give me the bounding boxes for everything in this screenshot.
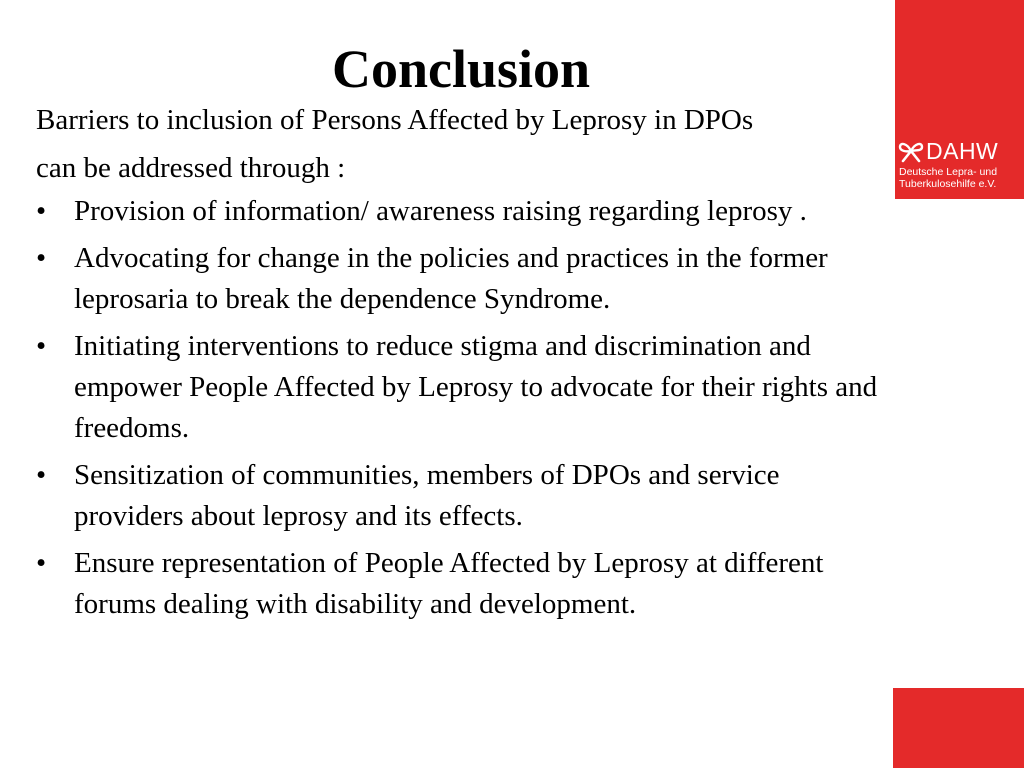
logo-subtitle-line-1: Deutsche Lepra- und — [899, 166, 998, 178]
bullet-marker: • — [36, 195, 47, 227]
bullet-text: Ensure representation of People Affected by Leprosy at different forums dealing with disability and development. — [74, 547, 824, 620]
bullet-list — [36, 191, 896, 625]
bullet-marker: • — [36, 330, 47, 362]
bullet-text: Sensitization of communities, members of DPOs and service providers about leprosy and its effects. — [74, 459, 780, 532]
logo-subtitle-line-2: Tuberkulosehilfe e.V. — [899, 178, 997, 190]
intro-line-1: Barriers to inclusion of Persons Affected by Leprosy in DPOs — [36, 104, 754, 136]
intro-line-2: can be addressed through : — [36, 152, 346, 184]
bullet-marker: • — [36, 459, 47, 491]
bullet-item — [36, 238, 896, 320]
logo-row — [897, 138, 1021, 164]
brand-panel-bottom — [893, 688, 1024, 768]
slide-body — [36, 100, 896, 625]
bullet-text: Provision of information/ awareness raising regarding leprosy . — [74, 195, 807, 227]
bullet-text: Initiating interventions to reduce stigma and discrimination and empower People Affected by Leprosy to advocate for their rights and freedoms. — [74, 330, 878, 444]
slide-title: Conclusion — [331, 39, 591, 99]
bullet-text: Advocating for change in the policies and practices in the former leprosaria to break the dependence Syndrome. — [74, 242, 828, 315]
bullet-marker: • — [36, 242, 47, 274]
bullet-item — [36, 326, 896, 449]
bullet-item — [36, 543, 896, 625]
dahw-logo — [897, 138, 1021, 198]
bullet-item — [36, 191, 896, 232]
logo-wordmark: DAHW — [926, 138, 999, 164]
bullet-item — [36, 455, 896, 537]
dahw-emblem-icon — [897, 139, 925, 163]
bullet-marker: • — [36, 547, 47, 579]
